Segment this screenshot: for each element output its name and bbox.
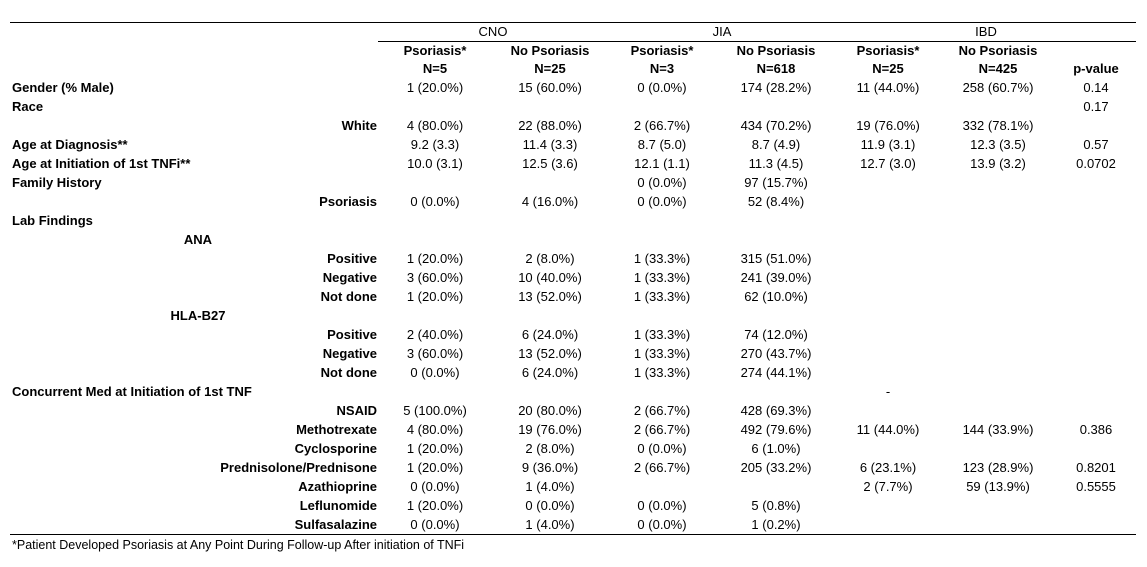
data-cell: 1 (20.0%) (406, 289, 464, 304)
data-cell: 241 (39.0%) (740, 270, 812, 285)
data-cell (940, 268, 1056, 287)
data-cell: 144 (33.9%) (962, 422, 1034, 437)
table-body (10, 78, 1136, 534)
data-cell: 11.3 (4.5) (748, 156, 804, 171)
row-label: Not done (320, 365, 377, 380)
data-cell: 0.14 (1083, 80, 1109, 95)
group-header-row (10, 23, 1136, 42)
data-cell: 0 (0.0%) (637, 80, 687, 95)
column-header-pvalue-spacer (1056, 42, 1136, 60)
row-label: HLA-B27 (170, 308, 226, 323)
data-cell: 13 (52.0%) (518, 346, 582, 361)
footnote: *Patient Developed Psoriasis at Any Point During Follow-up After initiation of TNFi (12, 538, 465, 552)
data-cell (1056, 192, 1136, 211)
table-row (10, 382, 1136, 401)
data-cell: 434 (70.2%) (740, 118, 812, 133)
data-cell: 1 (4.0%) (525, 517, 575, 532)
data-cell: 11.4 (3.3) (522, 137, 578, 152)
row-label: Age at Diagnosis** (12, 137, 128, 152)
data-cell: 205 (33.2%) (740, 460, 812, 475)
column-header-jia-no-psoriasis: No Psoriasis (736, 43, 816, 58)
data-cell (608, 211, 716, 230)
data-cell: 3 (60.0%) (406, 346, 464, 361)
data-cell: 2 (40.0%) (406, 327, 464, 342)
data-cell (940, 344, 1056, 363)
group-header-jia: JIA (608, 23, 836, 42)
data-cell (1056, 211, 1136, 230)
row-label: Lab Findings (12, 213, 93, 228)
data-cell (940, 211, 1056, 230)
data-cell (836, 363, 940, 382)
data-cell (1056, 173, 1136, 192)
data-cell: 0 (0.0%) (637, 498, 687, 513)
row-label: Positive (327, 251, 377, 266)
data-cell: 2 (7.7%) (863, 479, 913, 494)
data-cell: 8.7 (4.9) (751, 137, 801, 152)
data-cell: 1 (33.3%) (633, 251, 691, 266)
column-header-jia-psoriasis: Psoriasis* (630, 43, 694, 58)
table-row (10, 268, 1136, 287)
data-cell: 0 (0.0%) (410, 517, 460, 532)
n-ibd-psoriasis: N=25 (872, 61, 904, 76)
data-cell: 6 (1.0%) (751, 441, 801, 456)
data-cell: 2 (8.0%) (525, 251, 575, 266)
data-cell (716, 230, 836, 249)
data-cell (1056, 116, 1136, 135)
data-cell: 19 (76.0%) (518, 422, 582, 437)
row-label: Prednisolone/Prednisone (220, 460, 377, 475)
data-cell: 6 (24.0%) (521, 327, 579, 342)
data-cell (716, 306, 836, 325)
data-cell (940, 287, 1056, 306)
data-cell (940, 230, 1056, 249)
data-cell: 10.0 (3.1) (407, 156, 463, 171)
data-cell: 123 (28.9%) (962, 460, 1034, 475)
data-cell (608, 382, 716, 401)
table-row (10, 477, 1136, 496)
data-cell (1056, 439, 1136, 458)
group-header-ibd: IBD (836, 23, 1136, 42)
row-label: Positive (327, 327, 377, 342)
table-row (10, 135, 1136, 154)
data-cell: 12.7 (3.0) (860, 156, 916, 171)
table-row (10, 496, 1136, 515)
table-row (10, 439, 1136, 458)
data-cell: 2 (66.7%) (633, 403, 691, 418)
data-cell (1056, 230, 1136, 249)
data-cell: 6 (24.0%) (521, 365, 579, 380)
data-cell: 1 (20.0%) (406, 498, 464, 513)
data-cell (940, 401, 1056, 420)
data-cell: 13 (52.0%) (518, 289, 582, 304)
row-label: Sulfasalazine (294, 517, 377, 532)
data-cell: 274 (44.1%) (740, 365, 812, 380)
data-cell (1056, 382, 1136, 401)
data-cell (1056, 268, 1136, 287)
data-cell: 8.7 (5.0) (637, 137, 687, 152)
data-cell: 74 (12.0%) (744, 327, 808, 342)
data-cell: - (885, 384, 891, 399)
data-cell (836, 287, 940, 306)
data-cell: 1 (0.2%) (751, 517, 801, 532)
data-cell (836, 268, 940, 287)
table-row (10, 325, 1136, 344)
row-label: NSAID (336, 403, 377, 418)
data-cell (940, 325, 1056, 344)
data-cell (716, 477, 836, 496)
table-row (10, 116, 1136, 135)
data-cell: 0 (0.0%) (410, 365, 460, 380)
data-cell (492, 211, 608, 230)
data-cell: 1 (33.3%) (633, 270, 691, 285)
data-cell (836, 211, 940, 230)
data-cell: 1 (33.3%) (633, 289, 691, 304)
column-header-ibd-psoriasis: Psoriasis* (856, 43, 920, 58)
comparison-table (10, 22, 1136, 535)
data-cell (940, 363, 1056, 382)
data-cell: 11 (44.0%) (856, 80, 920, 95)
data-cell: 0.8201 (1076, 460, 1116, 475)
data-cell: 315 (51.0%) (740, 251, 812, 266)
data-cell (608, 306, 716, 325)
data-cell (492, 382, 608, 401)
table-row (10, 230, 1136, 249)
row-label: Azathioprine (298, 479, 377, 494)
data-cell (836, 173, 940, 192)
data-cell (940, 496, 1056, 515)
data-cell (836, 325, 940, 344)
table-row (10, 154, 1136, 173)
data-cell (1056, 401, 1136, 420)
data-cell: 1 (20.0%) (406, 251, 464, 266)
data-cell: 11 (44.0%) (856, 422, 920, 437)
table-row (10, 401, 1136, 420)
table-row (10, 363, 1136, 382)
row-label: Age at Initiation of 1st TNFi** (12, 156, 191, 171)
data-cell: 10 (40.0%) (518, 270, 582, 285)
data-cell (1056, 363, 1136, 382)
data-cell: 2 (8.0%) (525, 441, 575, 456)
data-cell (1056, 306, 1136, 325)
row-label: Family History (12, 175, 102, 190)
table-row (10, 420, 1136, 439)
table-row (10, 344, 1136, 363)
data-cell: 270 (43.7%) (740, 346, 812, 361)
data-cell (492, 230, 608, 249)
data-cell: 2 (66.7%) (633, 460, 691, 475)
data-cell: 22 (88.0%) (518, 118, 582, 133)
data-cell: 4 (80.0%) (406, 422, 464, 437)
data-cell (836, 344, 940, 363)
data-cell: 0.57 (1083, 137, 1109, 152)
data-cell (836, 439, 940, 458)
data-cell (836, 230, 940, 249)
group-header-cno: CNO (378, 23, 608, 42)
data-cell: 1 (20.0%) (406, 460, 464, 475)
table-row (10, 173, 1136, 192)
table-row (10, 306, 1136, 325)
n-header-row (10, 60, 1136, 78)
row-label: Negative (322, 346, 377, 361)
data-cell (608, 477, 716, 496)
data-cell: 2 (66.7%) (633, 422, 691, 437)
data-cell (940, 306, 1056, 325)
table-row (10, 249, 1136, 268)
data-cell: 0 (0.0%) (637, 175, 687, 190)
data-cell: 1 (33.3%) (633, 346, 691, 361)
data-cell (836, 496, 940, 515)
row-label: Methotrexate (296, 422, 377, 437)
row-label: Not done (320, 289, 377, 304)
data-cell: 12.1 (1.1) (634, 156, 690, 171)
data-cell: 0.386 (1079, 422, 1113, 437)
data-cell: 174 (28.2%) (740, 80, 812, 95)
data-cell: 492 (79.6%) (740, 422, 812, 437)
data-cell (492, 97, 608, 116)
n-jia-no-psoriasis: N=618 (756, 61, 796, 76)
data-cell: 0.17 (1083, 99, 1109, 114)
data-cell (1056, 287, 1136, 306)
data-cell: 3 (60.0%) (406, 270, 464, 285)
data-cell: 12.3 (3.5) (970, 137, 1026, 152)
data-cell (940, 382, 1056, 401)
data-cell: 62 (10.0%) (744, 289, 808, 304)
data-cell (716, 382, 836, 401)
row-label: Psoriasis (319, 194, 377, 209)
data-cell: 6 (23.1%) (859, 460, 917, 475)
row-label: Concurrent Med at Initiation of 1st TNF (12, 384, 252, 399)
data-cell: 0 (0.0%) (637, 194, 687, 209)
data-cell: 4 (16.0%) (521, 194, 579, 209)
data-cell: 52 (8.4%) (747, 194, 805, 209)
data-cell (940, 249, 1056, 268)
data-cell: 12.5 (3.6) (522, 156, 578, 171)
table-row (10, 78, 1136, 97)
data-cell: 1 (20.0%) (406, 441, 464, 456)
data-cell: 1 (20.0%) (406, 80, 464, 95)
data-cell (1056, 325, 1136, 344)
n-header-spacer (10, 60, 378, 78)
data-cell: 9.2 (3.3) (410, 137, 460, 152)
data-cell (836, 401, 940, 420)
data-cell (378, 230, 492, 249)
row-label: ANA (183, 232, 213, 247)
data-cell (940, 515, 1056, 534)
table-row (10, 515, 1136, 534)
data-cell (836, 249, 940, 268)
data-cell (1056, 496, 1136, 515)
pvalue-header: p-value (1073, 61, 1119, 76)
data-cell: 59 (13.9%) (966, 479, 1030, 494)
table-row (10, 192, 1136, 211)
data-cell (378, 97, 492, 116)
data-cell (1056, 249, 1136, 268)
row-label: White (341, 118, 377, 133)
data-cell: 97 (15.7%) (744, 175, 808, 190)
row-label: Race (12, 99, 44, 114)
data-cell: 428 (69.3%) (740, 403, 812, 418)
data-cell: 13.9 (3.2) (970, 156, 1026, 171)
data-cell: 0 (0.0%) (637, 441, 687, 456)
data-cell: 1 (33.3%) (633, 365, 691, 380)
table-row (10, 211, 1136, 230)
row-label: Cyclosporine (294, 441, 377, 456)
column-header-row (10, 42, 1136, 60)
data-cell (716, 211, 836, 230)
data-cell: 0 (0.0%) (410, 194, 460, 209)
data-cell: 11.9 (3.1) (860, 137, 916, 152)
column-header-spacer (10, 42, 378, 60)
n-cno-no-psoriasis: N=25 (534, 61, 566, 76)
data-cell (940, 173, 1056, 192)
table-row (10, 458, 1136, 477)
data-cell (836, 306, 940, 325)
data-cell (836, 192, 940, 211)
data-cell (1056, 344, 1136, 363)
data-cell (608, 97, 716, 116)
column-header-cno-psoriasis: Psoriasis* (403, 43, 467, 58)
data-cell: 5 (0.8%) (751, 498, 801, 513)
data-cell (608, 230, 716, 249)
table-row (10, 97, 1136, 116)
column-header-ibd-no-psoriasis: No Psoriasis (958, 43, 1038, 58)
data-cell (940, 439, 1056, 458)
data-cell: 0 (0.0%) (637, 517, 687, 532)
n-jia-psoriasis: N=3 (649, 61, 675, 76)
row-label: Negative (322, 270, 377, 285)
data-cell (940, 192, 1056, 211)
data-cell (378, 382, 492, 401)
column-header-cno-no-psoriasis: No Psoriasis (510, 43, 590, 58)
data-cell: 15 (60.0%) (518, 80, 582, 95)
data-cell: 0.5555 (1076, 479, 1116, 494)
n-cno-psoriasis: N=5 (422, 61, 448, 76)
data-cell: 5 (100.0%) (403, 403, 467, 418)
data-cell (492, 306, 608, 325)
data-cell: 1 (33.3%) (633, 327, 691, 342)
data-cell (378, 211, 492, 230)
data-cell: 9 (36.0%) (521, 460, 579, 475)
data-cell (492, 173, 608, 192)
data-cell (378, 173, 492, 192)
data-cell: 0 (0.0%) (410, 479, 460, 494)
data-cell (378, 306, 492, 325)
data-cell (716, 97, 836, 116)
data-cell: 20 (80.0%) (518, 403, 582, 418)
data-cell: 258 (60.7%) (962, 80, 1034, 95)
data-cell: 0.0702 (1076, 156, 1116, 171)
data-cell (836, 97, 940, 116)
data-cell: 19 (76.0%) (856, 118, 920, 133)
data-cell: 1 (4.0%) (525, 479, 575, 494)
row-label: Leflunomide (299, 498, 377, 513)
table-row (10, 287, 1136, 306)
n-ibd-no-psoriasis: N=425 (978, 61, 1018, 76)
data-cell: 2 (66.7%) (633, 118, 691, 133)
data-cell: 332 (78.1%) (962, 118, 1034, 133)
data-cell (1056, 515, 1136, 534)
data-cell: 0 (0.0%) (525, 498, 575, 513)
group-header-spacer (10, 23, 378, 42)
data-cell: 4 (80.0%) (406, 118, 464, 133)
row-label: Gender (% Male) (12, 80, 114, 95)
data-cell (836, 515, 940, 534)
data-cell (940, 97, 1056, 116)
